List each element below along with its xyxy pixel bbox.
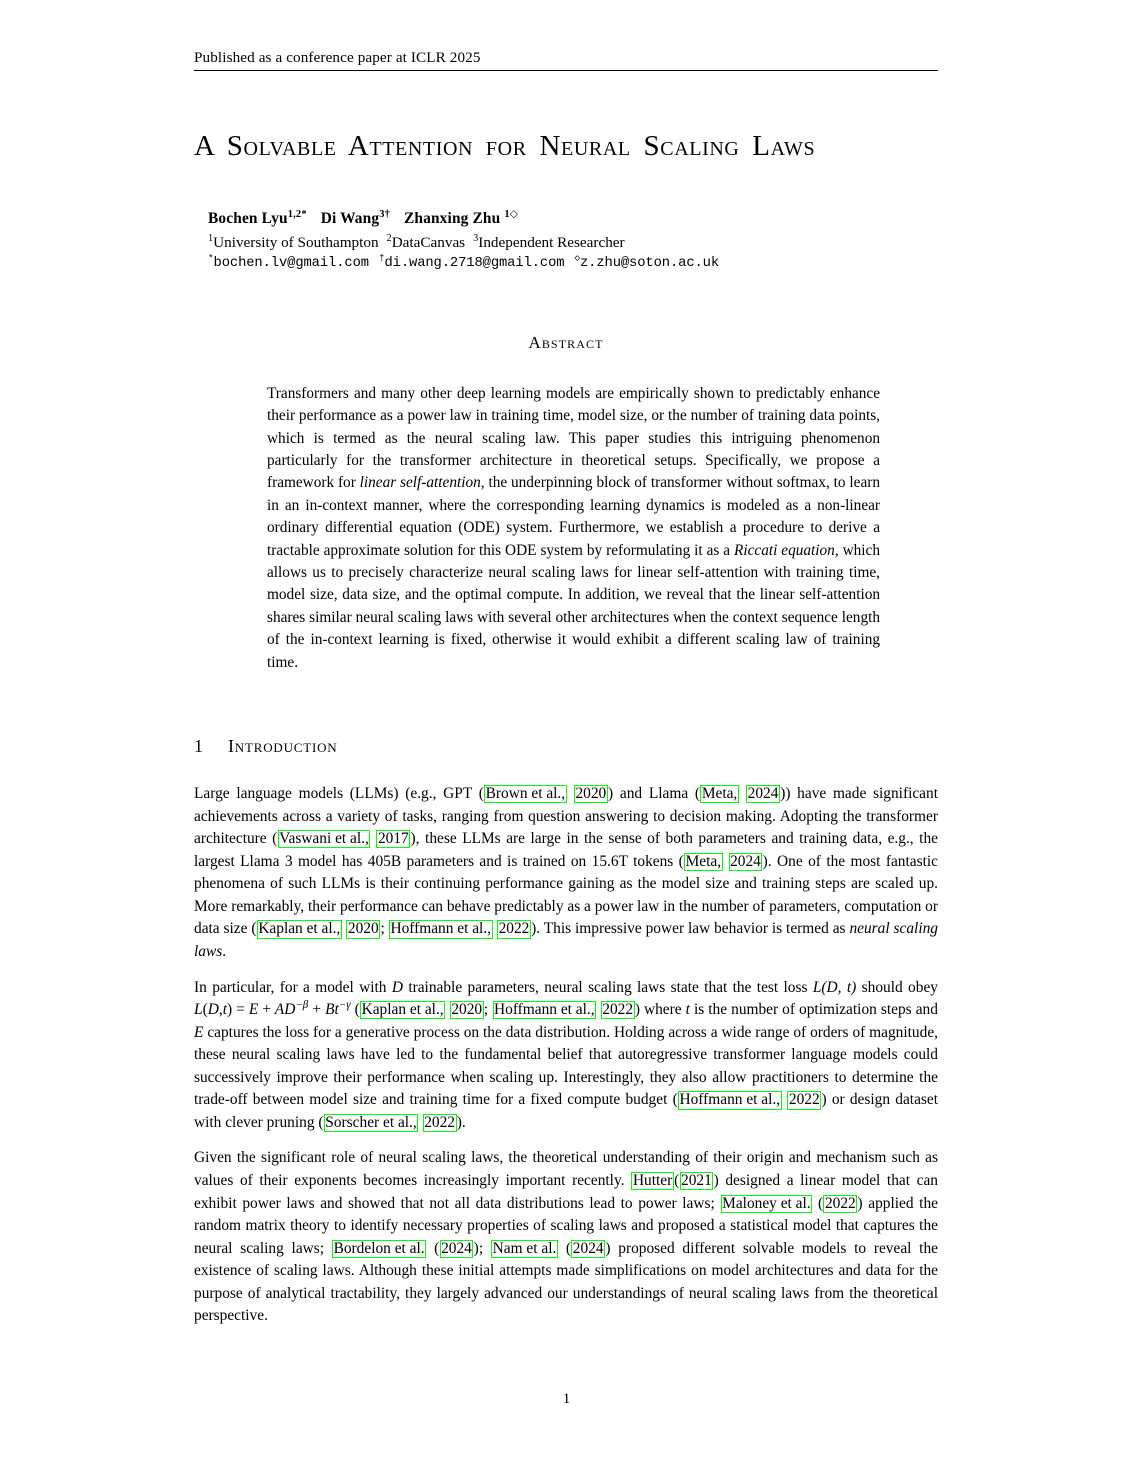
affiliation-2	[387, 234, 466, 251]
author-1	[208, 210, 307, 227]
author-1-affil-marker: 1,2	[287, 209, 302, 221]
p3-text-2: designed a linear model that can exhibit power laws and showed that not all data distributions lead to power laws;	[194, 1172, 938, 1212]
email-line	[208, 254, 938, 275]
email-2[interactable]	[378, 252, 565, 271]
abstract-text-1: Transformers and many other deep learning models are empirically shown to predictably enhance their performance as a power law in training time, model size, or the number of training data points, which is termed as the neural scaling law. This paper studies this intriguing phenomenon particularly for the transformer architecture in theoretical setups. Specifically, we propose a framework for	[267, 384, 880, 492]
p1-text-5: ). One of the most fantastic phenomena of such LLMs is their continuing performance gaining as the model size and training steps are scaled up. More remarkably, their performance can behave predictably as a power law in the number of parameters, computation or data size (	[194, 852, 938, 938]
author-block	[208, 207, 938, 274]
paragraph-1	[194, 783, 938, 964]
citation-hoffmann-author[interactable]: Hoffmann et al.,	[390, 920, 492, 938]
affiliation-1-name: University of Southampton	[213, 233, 379, 251]
affiliation-2-marker: 2	[386, 232, 392, 244]
citation-hoffmann2-year[interactable]: 2022	[602, 1001, 634, 1019]
author-2-affil-marker: 3	[379, 209, 385, 221]
affiliation-2-name: DataCanvas	[391, 233, 466, 251]
page-title	[194, 127, 938, 165]
citation-maloney-year[interactable]: 2022	[824, 1194, 856, 1212]
author-2-name: Di Wang	[320, 210, 380, 228]
affiliation-1-marker: 1	[208, 232, 214, 244]
citation-nam-year[interactable]: 2024	[572, 1239, 604, 1257]
citation-meta2-author[interactable]: Meta,	[685, 852, 722, 870]
citation-bordelon-author[interactable]: Bordelon et al.	[333, 1239, 425, 1257]
p2-text-7: is the number of optimization steps and	[689, 1001, 938, 1019]
citation-hoffmann3-author[interactable]: Hoffmann et al.,	[679, 1091, 781, 1109]
title-line-1: A Solvable Attention for Neural Scaling	[194, 130, 740, 162]
math-loss-symbol: L(D, t)	[812, 978, 857, 996]
p2-text-8: captures the loss for a generative process on the data distribution. Holding across a wide range of orders of magnitude, these neural scaling laws have led to the fundamental belief that autoregressive transformer language models could successively improve their performance when scaling up. Interestingly, they also allow practitioners to determine the trade-off between model size and training time for a fixed compute budget (	[194, 1023, 938, 1109]
p2-text-4: (	[350, 1001, 360, 1019]
author-3-affil-marker: 1	[504, 209, 510, 221]
affiliations	[208, 231, 938, 254]
email-3-marker: ◇	[574, 252, 580, 264]
section-number: 1	[194, 736, 204, 757]
running-header: Published as a conference paper at ICLR 2025	[194, 49, 481, 66]
section-heading-introduction	[194, 736, 938, 757]
citation-nam-author[interactable]: Nam et al.	[492, 1239, 557, 1257]
citation-maloney-author[interactable]: Maloney et al.	[722, 1194, 811, 1212]
p2-text-5: ;	[483, 1001, 493, 1019]
p1-italic-1: neural scaling laws	[194, 920, 938, 960]
email-1[interactable]	[208, 252, 369, 271]
citation-hoffmann3-year[interactable]: 2022	[788, 1091, 820, 1109]
citation-vaswani-year[interactable]: 2017	[377, 830, 409, 848]
p2-text-1: In particular, for a model with	[194, 978, 392, 996]
p1-text-6: ;	[380, 920, 389, 938]
citation-sorscher-year[interactable]: 2022	[424, 1113, 455, 1131]
citation-meta-year[interactable]: 2024	[747, 785, 779, 803]
citation-brown-author[interactable]: Brown et al.,	[485, 785, 566, 803]
math-scaling-law-formula: $L(D,t) = E + AD^{-\beta} + Bt^{-\gamma}$	[194, 998, 351, 1019]
email-2-address[interactable]: di.wang.2718@gmail.com	[384, 255, 565, 271]
title-line-2: Laws	[752, 130, 816, 162]
citation-vaswani-author[interactable]: Vaswani et al.,	[279, 830, 369, 848]
abstract-text-3: , which allows us to precisely characterize neural scaling laws for linear self-attention with training time, model size, data size, and the optimal compute. In addition, we reveal that the linear self-attention shares similar neural scaling laws with several other architectures when the context sequence length of the in-context learning is fixed, otherwise it would exhibit a different scaling law of training time.	[267, 541, 880, 671]
abstract-body	[267, 383, 880, 674]
email-1-marker: *	[208, 252, 214, 264]
affiliation-1	[208, 234, 379, 251]
p2-text-9: ) or design dataset with clever pruning (	[194, 1091, 938, 1131]
citation-sorscher-author[interactable]: Sorscher et al.,	[325, 1113, 417, 1131]
page-content	[194, 48, 938, 1328]
abstract-heading: Abstract	[528, 332, 604, 352]
citation-hutter-author[interactable]: Hutter	[632, 1172, 673, 1190]
author-1-name: Bochen Lyu	[208, 210, 288, 228]
author-3	[404, 210, 518, 227]
citation-hutter-year[interactable]: 2021	[681, 1172, 712, 1190]
p2-text-10: ).	[456, 1113, 466, 1131]
citation-kaplan-year[interactable]: 2020	[347, 920, 379, 938]
p3-text-3: applied the random matrix theory to identify necessary properties of scaling laws and proposed a statistical model that captures the neural scaling laws;	[194, 1194, 938, 1257]
author-1-contact-marker: *	[301, 209, 307, 221]
p2-text-2: trainable parameters, neural scaling laws state that the test loss	[402, 978, 813, 996]
citation-kaplan2-year[interactable]: 2020	[451, 1001, 483, 1019]
p1-text-7: ). This impressive power law behavior is termed as	[531, 920, 850, 938]
p1-text-2: ) and Llama (	[608, 785, 701, 803]
p3-text-1: Given the significant role of neural scaling laws, the theoretical understanding of their origin and mechanism such as values of their exponents becomes increasingly important recently.	[194, 1149, 938, 1190]
math-t: t	[685, 1001, 690, 1019]
citation-brown-year[interactable]: 2020	[575, 785, 607, 803]
author-names	[208, 207, 938, 230]
citation-bordelon-year[interactable]: 2024	[441, 1239, 472, 1257]
section-title: Introduction	[228, 736, 338, 757]
math-e: E	[194, 1023, 204, 1041]
author-2-markers	[379, 209, 390, 220]
citation-meta-author[interactable]: Meta,	[701, 785, 738, 803]
p1-text-1: Large language models (LLMs) (e.g., GPT (	[194, 785, 484, 803]
page-number: 1	[562, 1391, 571, 1407]
p1-text-4: ), these LLMs are large in the sense of both parameters and training data, e.g., the largest Llama 3 model has 405B parameters and is trained on 15.6T tokens (	[194, 830, 938, 870]
citation-meta2-year[interactable]: 2024	[730, 852, 761, 870]
p3-text-4: ;	[478, 1239, 491, 1257]
author-3-name: Zhanxing Zhu	[404, 210, 501, 228]
p3-text-5: proposed different solvable models to reveal the existence of scaling laws. Although these initial attempts made simplifications on model architectures and data for the purpose of analytical tractability, they largely advanced our understandings of neural scaling laws from the theoretical perspective.	[194, 1239, 938, 1325]
abstract-text-2: , the underpinning block of transformer without softmax, to learn in an in-context manner, where the corresponding learning dynamics is modeled as a non-linear ordinary differential equation (ODE) system. Furthermore, we establish a procedure to derive a tractable approximate solution for this ODE system by reformulating it as a	[267, 474, 880, 559]
abstract-section	[194, 333, 938, 674]
math-d: D	[391, 978, 403, 996]
citation-kaplan2-author[interactable]: Kaplan et al.,	[361, 1001, 444, 1019]
author-3-markers	[504, 209, 518, 220]
abstract-italic-2: Riccati equation	[734, 541, 835, 559]
abstract-italic-1: linear self-attention	[359, 474, 481, 492]
author-1-markers	[288, 209, 307, 220]
citation-hoffmann2-author[interactable]: Hoffmann et al.,	[494, 1001, 595, 1019]
author-2-contact-marker: †	[384, 209, 390, 221]
email-2-marker: †	[378, 252, 385, 264]
citation-kaplan-author[interactable]: Kaplan et al.,	[258, 920, 341, 938]
p2-text-6: ) where	[634, 1001, 686, 1019]
p2-text-3: should obey	[856, 978, 938, 996]
affiliation-3-marker: 3	[473, 232, 479, 244]
paragraph-3: Given the significant role of neural scaling laws, the theoretical understanding of their origin and mechanism such as values of their exponents becomes increasingly important recently. Hutter ( 2021 ) designed a linear model that can exhibit power laws and showed that not all data distributions lead to power laws; Maloney et al. ( 2022 ) applied the random matrix theory to identify necessary properties of scaling laws and proposed a statistical model that captures the neural scaling laws; Bordelon et al. ( 2024 ); Nam et al. ( 2024 ) proposed different solvable models to reveal the existence of scaling laws. Although these initial attempts made simplifications on model architectures and data for the purpose of analytical tractability, they largely advanced our understandings of neural scaling laws from the theoretical perspective.	[194, 1149, 938, 1325]
author-2	[321, 210, 390, 227]
email-3[interactable]	[574, 252, 720, 271]
email-1-address[interactable]: bochen.lv@gmail.com	[213, 255, 369, 271]
affiliation-3-name: Independent Researcher	[478, 233, 625, 251]
paragraph-2	[194, 977, 938, 1135]
p1-text-3: )) have made significant achievements across a variety of tasks, ranging from question answering to decision making. Adopting the transformer architecture (	[194, 785, 938, 848]
citation-hoffmann-year[interactable]: 2022	[498, 920, 530, 938]
affiliation-3	[473, 234, 625, 251]
author-3-contact-marker: ◇	[509, 209, 518, 221]
header-rule	[194, 70, 938, 71]
email-3-address[interactable]: z.zhu@soton.ac.uk	[579, 255, 720, 271]
p1-text-8: .	[222, 942, 227, 960]
